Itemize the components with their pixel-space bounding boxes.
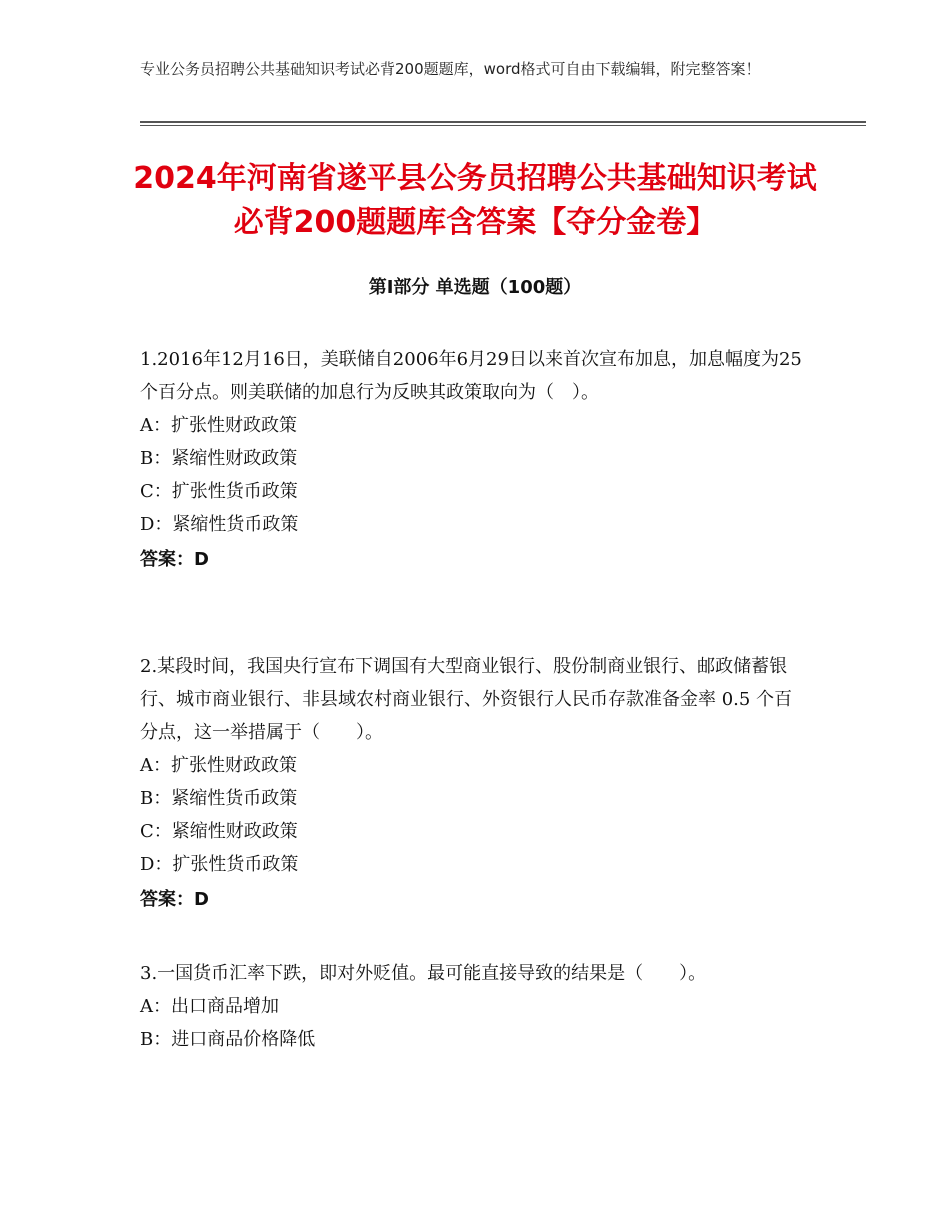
section-heading: 第Ⅰ部分 单选题（100题） xyxy=(368,277,582,298)
question-stem: 1.2016年12月16日，美联储自2006年6月29日以来首次宣布加息，加息幅度为25个百分点。则美联储的加息行为反映其政策取向为（ ）。 xyxy=(140,349,802,403)
header-divider-thin xyxy=(140,125,866,126)
question-stem: 3.一国货币汇率下跌，即对外贬值。最可能直接导致的结果是（ ）。 xyxy=(140,963,707,984)
question-3 xyxy=(140,957,810,1056)
question-1 xyxy=(140,343,810,579)
option-b: B：进口商品价格降低 xyxy=(140,1029,316,1050)
answer-label: 答案：D xyxy=(140,889,209,910)
option-a: A：出口商品增加 xyxy=(140,996,279,1017)
option-c: C：紧缩性财政政策 xyxy=(140,821,298,842)
option-c: C：扩张性货币政策 xyxy=(140,481,298,502)
option-a: A：扩张性财政政策 xyxy=(140,755,297,776)
document-title: 2024年河南省遂平县公务员招聘公共基础知识考试必背200题题库含答案【夺分金卷】 xyxy=(133,161,817,240)
option-a: A：扩张性财政政策 xyxy=(140,415,297,436)
answer-label: 答案：D xyxy=(140,549,209,570)
question-2 xyxy=(140,650,810,919)
header-divider xyxy=(140,121,866,123)
option-d: D：扩张性货币政策 xyxy=(140,854,299,875)
option-b: B：紧缩性货币政策 xyxy=(140,788,298,809)
option-b: B：紧缩性财政政策 xyxy=(140,448,298,469)
header-note: 专业公务员招聘公共基础知识考试必背200题题库，word格式可自由下载编辑，附完整答案！ xyxy=(140,60,761,78)
option-d: D：紧缩性货币政策 xyxy=(140,514,299,535)
question-stem: 2.某段时间，我国央行宣布下调国有大型商业银行、股份制商业银行、邮政储蓄银行、城市商业银行、非县域农村商业银行、外资银行人民币存款准备金率 0.5 个百分点，这一举措属于（ ）。 xyxy=(140,656,793,743)
